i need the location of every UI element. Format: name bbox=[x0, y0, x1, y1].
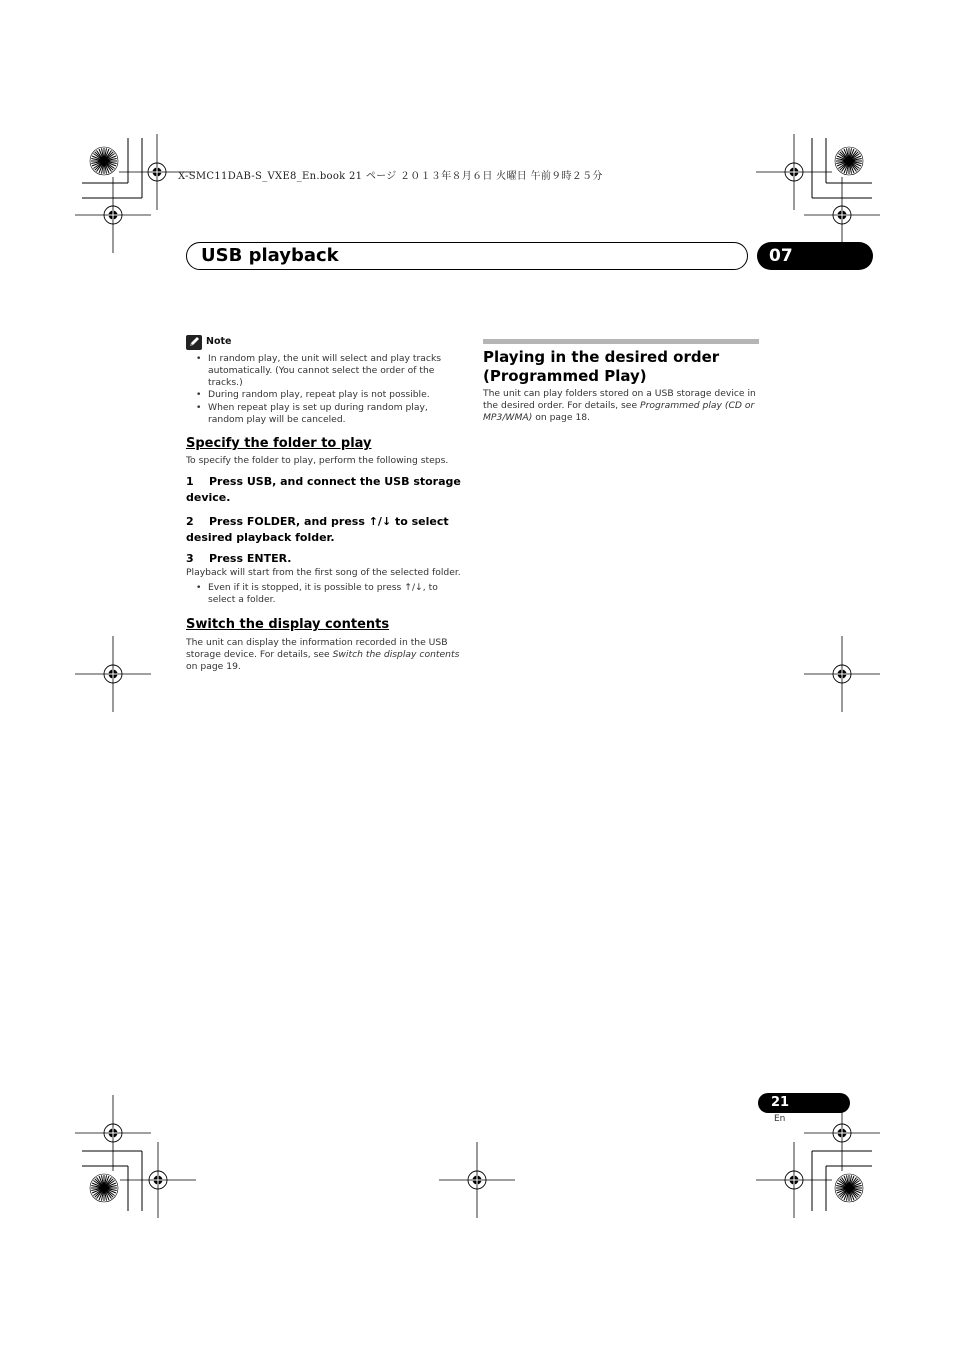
programmed-body: The unit can play folders stored on a USB storage device in the desired order. For details, see Programmed play (CD or MP3/WMA) on page 18. bbox=[483, 388, 756, 423]
list-item: • Even if it is stopped, it is possible to press ↑/↓, to select a folder. bbox=[196, 582, 438, 605]
list-item: • In random play, the unit will select and play tracks automatically. (You cannot select the order of the tracks.) bbox=[196, 353, 442, 388]
chapter-title-bar bbox=[186, 242, 748, 270]
color-target-icon bbox=[835, 1174, 863, 1202]
registration-mark-icon bbox=[756, 134, 832, 210]
registration-mark-icon bbox=[756, 1142, 832, 1218]
registration-mark-icon bbox=[804, 636, 880, 712]
chapter-number: 07 bbox=[769, 246, 793, 266]
print-info-line: X-SMC11DAB-S_VXE8_En.book 21 ページ ２０１３年８月６日 火曜日 午前９時２５分 bbox=[178, 171, 603, 182]
section-heading-display: Switch the display contents bbox=[186, 617, 390, 632]
up-down-arrow-icon: ↑/↓ bbox=[404, 582, 423, 593]
chapter-number-badge bbox=[757, 242, 873, 270]
registration-mark-icon bbox=[75, 177, 151, 253]
section-heading-programmed: Playing in the desired order (Programmed Play) bbox=[483, 348, 720, 385]
section-rule bbox=[483, 339, 759, 344]
page-number: 21 bbox=[771, 1095, 790, 1110]
step-3-bullets bbox=[186, 582, 462, 606]
list-item: • During random play, repeat play is not possible. bbox=[196, 389, 430, 401]
folder-intro: To specify the folder to play, perform the following steps. bbox=[186, 455, 449, 466]
step-1: 1 Press USB, and connect the USB storage device. bbox=[186, 475, 461, 504]
color-target-icon bbox=[90, 1174, 118, 1202]
list-item: • When repeat play is set up during random play, random play will be canceled. bbox=[196, 402, 428, 425]
color-target-icon bbox=[90, 147, 118, 175]
step-3: 3 Press ENTER. bbox=[186, 552, 292, 565]
step-2: 2 Press FOLDER, and press ↑/↓ to select desired playback folder. bbox=[186, 515, 449, 544]
note-list bbox=[186, 353, 462, 426]
language-code: En bbox=[774, 1114, 786, 1124]
step-3-body: Playback will start from the first song of the selected folder. bbox=[186, 567, 461, 578]
page-title: USB playback bbox=[201, 245, 339, 266]
registration-mark-icon bbox=[75, 636, 151, 712]
color-target-icon bbox=[835, 147, 863, 175]
cross-reference: Switch the display contents bbox=[332, 649, 460, 660]
display-body: The unit can display the information recorded in the USB storage device. For details, see Switch the display contents on page 19. bbox=[186, 637, 460, 672]
page-number-badge bbox=[758, 1093, 850, 1113]
up-down-arrow-icon: ↑/↓ bbox=[368, 515, 392, 528]
cross-reference: Programmed play (CD or MP3/WMA) bbox=[483, 400, 755, 423]
registration-mark-icon bbox=[439, 1142, 515, 1218]
section-heading-folder: Specify the folder to play bbox=[186, 436, 372, 451]
registration-mark-icon bbox=[120, 1142, 196, 1218]
note-label: Note bbox=[206, 336, 232, 347]
registration-mark-icon bbox=[75, 1095, 151, 1171]
pencil-note-icon bbox=[186, 335, 202, 350]
